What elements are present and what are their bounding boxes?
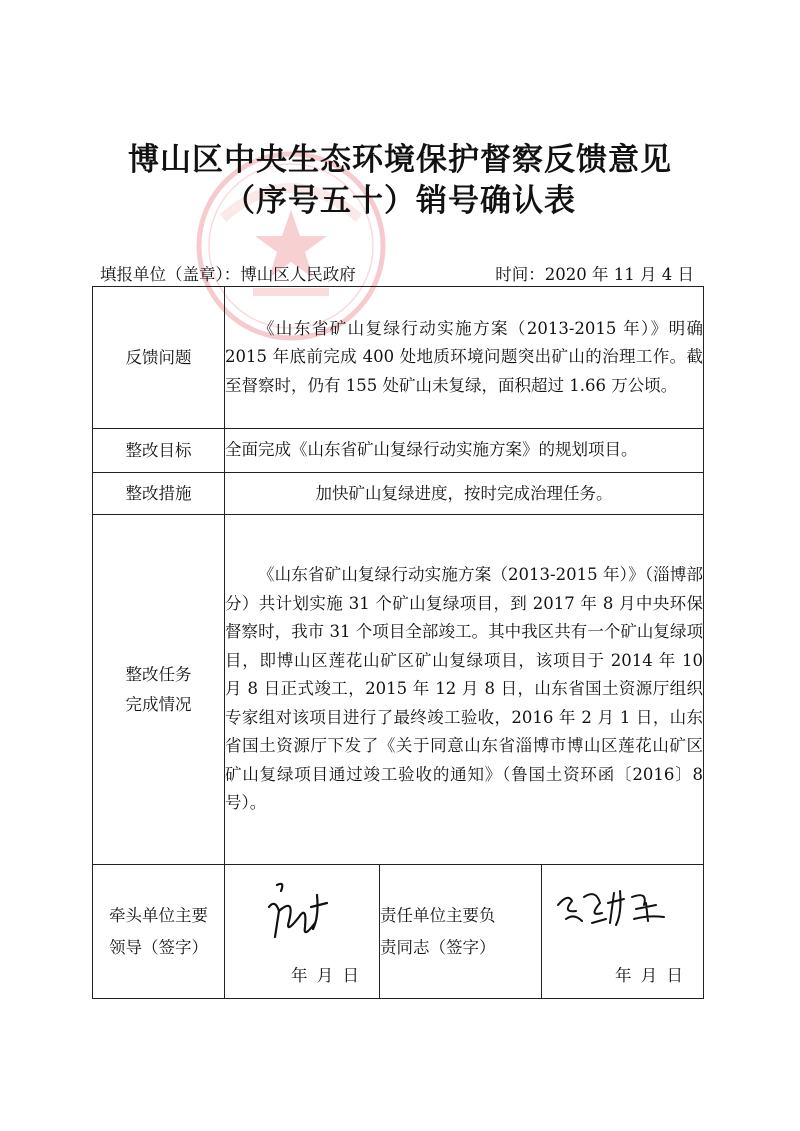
lead-signature-cell <box>225 865 380 999</box>
label-status-line1: 整改任务 <box>125 664 192 684</box>
lead-signature-label-line2: 领导（签字） <box>109 937 208 957</box>
resp-signature-date: 年 月 日 <box>615 966 686 985</box>
feedback-text: 《山东省矿山复绿行动实施方案（2013-2015 年）》明确 2015 年底前完成 400 处地质环境问题突出矿山的治理工作。截至督察时，仍有 155 处矿山未复绿，面积超过 1.66 万公顷。 <box>225 318 704 395</box>
resp-signature-label-line1: 责任单位主要负 <box>380 905 496 925</box>
table-row-status <box>93 515 704 865</box>
label-target: 整改目标 <box>93 429 225 473</box>
table-row-feedback <box>93 287 704 429</box>
table-row-target <box>93 429 704 473</box>
label-measures: 整改措施 <box>93 473 225 515</box>
confirmation-table <box>92 286 704 999</box>
target-text: 全面完成《山东省矿山复绿行动实施方案》的规划项目。 <box>225 440 638 460</box>
resp-signature-cell <box>542 865 704 999</box>
reporting-unit: 填报单位（盖章）：博山区人民政府 <box>100 265 356 284</box>
document-title-line1: 博山区中央生态环境保护督察反馈意见 <box>128 142 672 178</box>
lead-signature-icon <box>255 877 345 947</box>
resp-signature-label-line2: 责同志（签字） <box>380 937 496 957</box>
report-date: 时间：2020 年 11 月 4 日 <box>495 265 694 284</box>
document-title-line2: （序号五十）销号确认表 <box>224 183 576 219</box>
status-text: 《山东省矿山复绿行动实施方案（2013-2015 年）》（淄博部分）共计划实施 31 个矿山复绿项目，到 2017 年 8 月中央环保督察时，我市 31 个项目全部竣工。其中我区共有一个矿山复绿项目，即博山区莲花山矿区矿山复绿项目，该项目于 2014 年 10 月 8 日正式竣工，2015 年 12 月 8 日，山东省国土资源厅组织专家组对该项目进行了最终竣工验收，2016 年 2 月 1 日，山东省国土资源厅下发了《关于同意山东省淄博市博山区莲花山矿区矿山复绿项目通过竣工验收的通知》（鲁国土资环函〔2016〕8 号）。 <box>225 565 704 813</box>
resp-signature-icon <box>552 883 682 933</box>
table-row-signatures <box>93 865 704 999</box>
label-status-line2: 完成情况 <box>125 694 192 714</box>
measures-text: 加快矿山复绿进度，按时完成治理任务。 <box>315 483 613 503</box>
label-feedback: 反馈问题 <box>93 287 225 429</box>
lead-signature-date: 年 月 日 <box>291 966 361 985</box>
lead-signature-label-line1: 牵头单位主要 <box>109 905 208 925</box>
table-row-measures <box>93 473 704 515</box>
